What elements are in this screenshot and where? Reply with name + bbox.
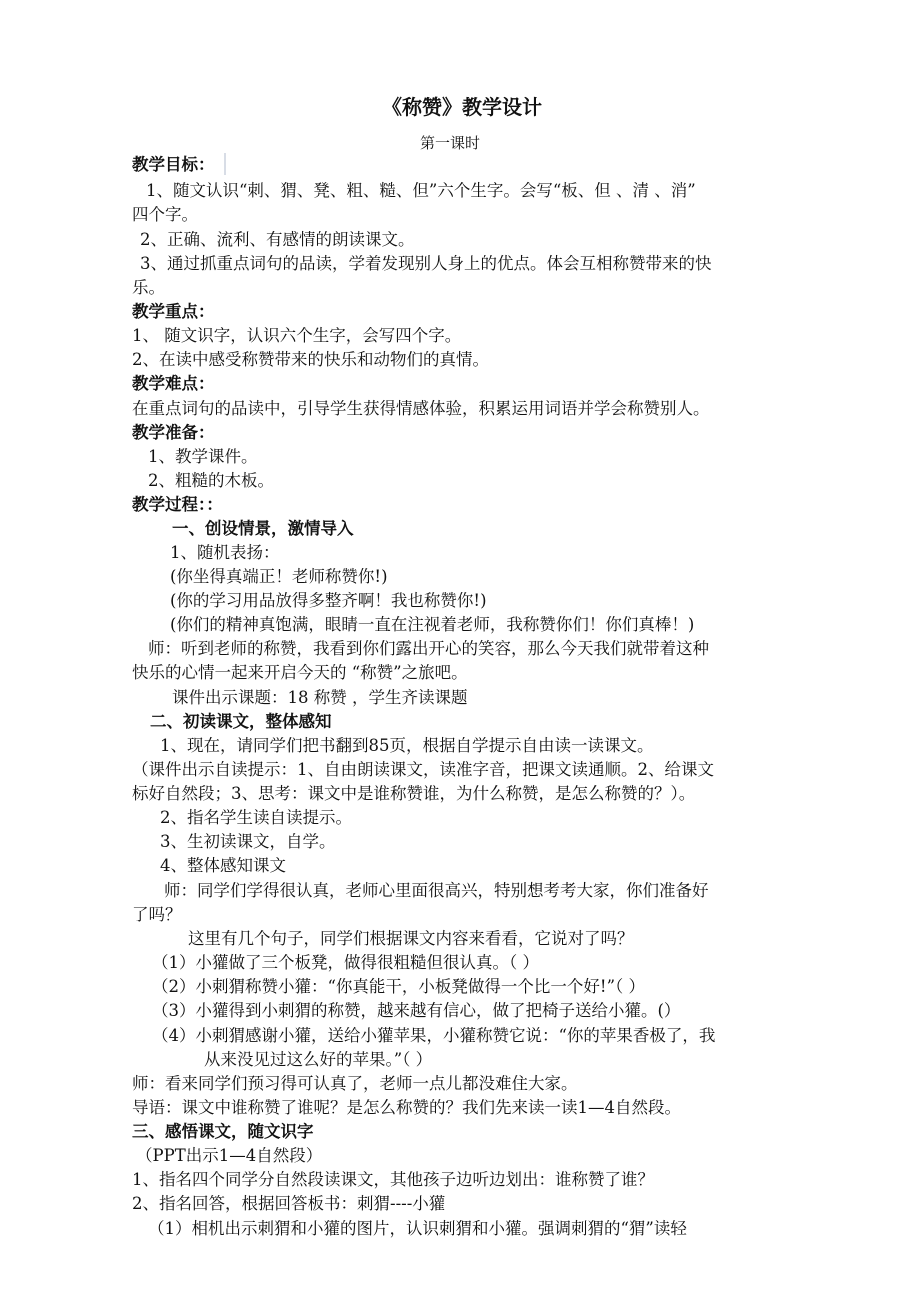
section-2-para-2: 2、指名学生读自读提示。 <box>160 808 352 827</box>
key-point-2: 2、在读中感受称赞带来的快乐和动物们的真情。 <box>132 350 489 369</box>
prep-item-2: 2、粗糙的木板。 <box>148 471 274 490</box>
sentence-check-intro: 这里有几个句子，同学们根据课文内容来看看，它说对了吗？ <box>188 929 634 948</box>
goal-1-line-2: 四个字。 <box>132 205 198 224</box>
section-1-para-1: 1、随机表扬： <box>170 543 280 562</box>
teacher-line-1a: 师：听到老师的称赞，我看到你们露出开心的笑容，那么今天我们就带着这种 <box>148 639 709 658</box>
prep-item-1: 1、教学课件。 <box>148 447 258 466</box>
praise-quote-2: (你的学习用品放得多整齐啊！我也称赞你!) <box>170 591 487 610</box>
guide-line: 导语：课文中谁称赞了谁呢？是怎么称赞的？我们先来读一读1—4自然段。 <box>132 1098 681 1117</box>
praise-quote-1: (你坐得真端正！老师称赞你!) <box>170 567 388 586</box>
self-read-note-1: （课件出示自读提示：1、自由朗读课文，读准字音，把课文读通顺。2、给课文 <box>132 760 714 779</box>
section-3-para-1: 1、指名四个同学分自然段读课文，其他孩子边听边划出：谁称赞了谁？ <box>132 1170 654 1189</box>
difficulty-heading: 教学难点： <box>132 374 215 393</box>
teacher-line-2a: 师：同学们学得很认真，老师心里面很高兴，特别想考考大家，你们准备好 <box>164 881 709 900</box>
section-2-para-3: 3、生初读课文，自学。 <box>160 832 336 851</box>
difficulty-1: 在重点词句的品读中，引导学生获得情感体验，积累运用词语并学会称赞别人。 <box>132 399 710 418</box>
teacher-line-3: 师：看来同学们预习得可认真了，老师一点儿都没难住大家。 <box>132 1074 578 1093</box>
lesson-subtitle: 第一课时 <box>420 134 481 152</box>
section-2-para-1: 1、现在，请同学们把书翻到85页，根据自学提示自由读一读课文。 <box>160 736 654 755</box>
section-3-para-3: （1）相机出示刺猬和小獾的图片，认识刺猬和小獾。强调刺猬的“猬”读轻 <box>148 1219 687 1238</box>
section-1-heading: 一、创设情景，激情导入 <box>172 519 354 538</box>
goal-2: 2、正确、流利、有感情的朗读课文。 <box>140 230 415 249</box>
sentence-item-4-line-2: 从来没见过这么好的苹果。”（ ） <box>204 1050 433 1069</box>
section-3-heading: 三、感悟课文，随文识字 <box>132 1122 314 1141</box>
praise-quote-3: (你们的精神真饱满，眼睛一直在注视着老师，我称赞你们！你们真棒！) <box>170 615 695 634</box>
section-3-para-2: 2、指名回答，根据回答板书：刺猬----小獾 <box>132 1194 446 1213</box>
sentence-item-3: （3）小獾得到小刺猬的称赞，越来越有信心，做了把椅子送给小獾。(） <box>152 1001 681 1020</box>
section-2-para-4: 4、整体感知课文 <box>160 856 286 875</box>
text-cursor <box>224 153 226 175</box>
ppt-note: （PPT出示1—4自然段） <box>136 1146 323 1165</box>
sentence-item-2: （2）小刺猬称赞小獾：“你真能干，小板凳做得一个比一个好!”（ ） <box>152 977 645 996</box>
self-read-note-2: 标好自然段；3、思考：课文中是谁称赞谁，为什么称赞，是怎么称赞的？）。 <box>132 784 696 803</box>
goals-heading: 教学目标： <box>132 155 215 174</box>
teacher-line-1b: 快乐的心情一起来开启今天的 “称赞”之旅吧。 <box>132 663 468 682</box>
goal-3-line-2: 乐。 <box>132 278 165 297</box>
teacher-line-2b: 了吗？ <box>132 905 182 924</box>
page-title: 《称赞》教学设计 <box>382 95 542 119</box>
prep-heading: 教学准备： <box>132 423 215 442</box>
sentence-item-4-line-1: （4）小刺猬感谢小獾，送给小獾苹果，小獾称赞它说：“你的苹果香极了，我 <box>152 1026 716 1045</box>
section-2-heading: 二、初读课文，整体感知 <box>150 712 332 731</box>
goal-3-line-1: 3、通过抓重点词句的品读，学着发现别人身上的优点。体会互相称赞带来的快 <box>140 254 712 273</box>
key-point-1: 1、 随文识字，认识六个生字，会写四个字。 <box>132 326 462 345</box>
key-points-heading: 教学重点： <box>132 302 215 321</box>
goal-1-line-1: 1、随文认识“刺、猬、凳、粗、糙、但”六个生字。会写“板、但 、清 、消” <box>146 181 696 200</box>
courseware-title-line: 课件出示课题：18 称赞 ，学生齐读课题 <box>172 688 468 707</box>
process-heading: 教学过程：： <box>132 495 223 514</box>
sentence-item-1: （1）小獾做了三个板凳，做得很粗糙但很认真。（ ） <box>152 953 539 972</box>
